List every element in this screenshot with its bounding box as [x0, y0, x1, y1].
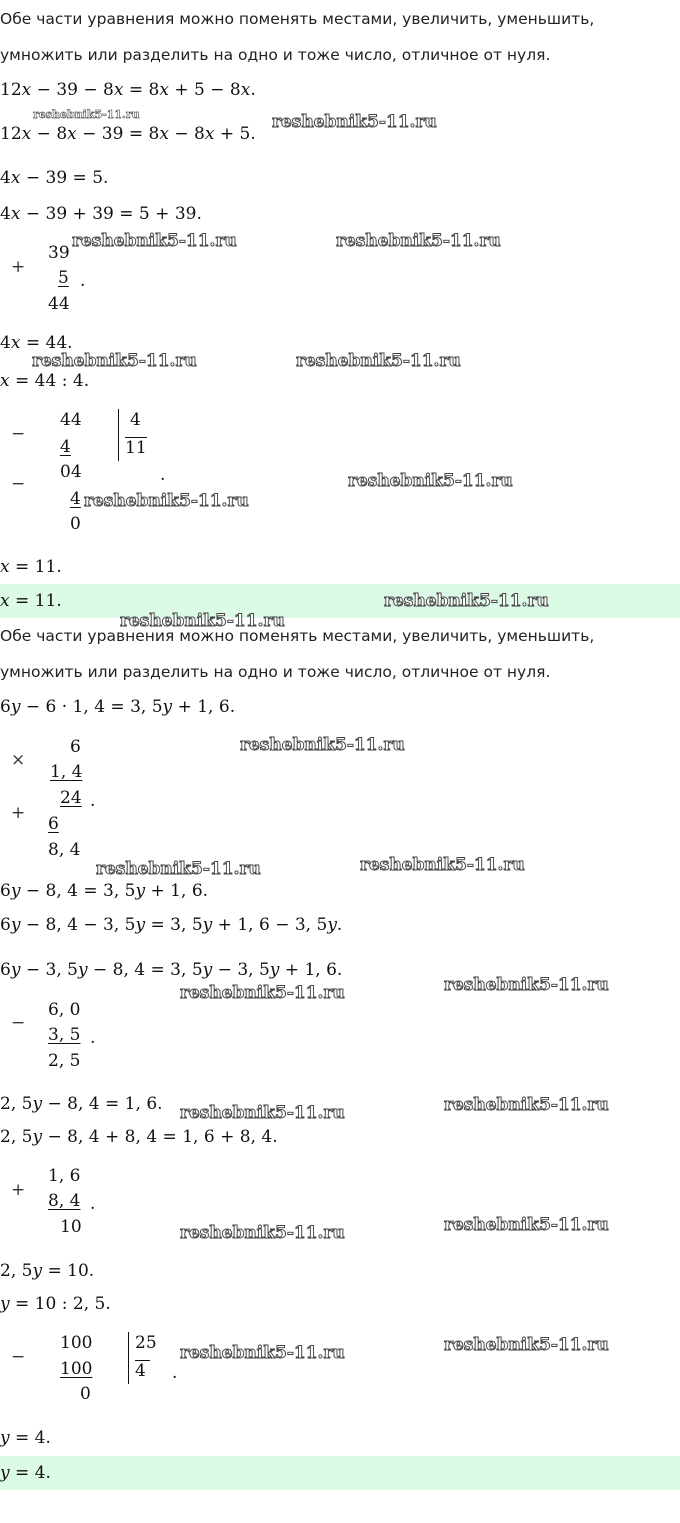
addend: 8, 4	[48, 1191, 81, 1211]
watermark: reshebnik5-11.ru	[384, 591, 549, 611]
times-sign: ×	[11, 750, 26, 770]
equation-step: 6y − 8, 4 = 3, 5y + 1, 6.	[0, 881, 209, 901]
period: .	[90, 1028, 96, 1048]
factor: 1, 4	[50, 762, 83, 782]
remainder: 0	[70, 514, 81, 534]
intro-text-line-2: умножить или разделить на одно и тоже число, отличное от нуля.	[0, 663, 551, 681]
quotient: 11	[125, 438, 147, 458]
watermark: reshebnik5-11.ru	[32, 351, 197, 371]
equation-step: 6y − 6 · 1, 4 = 3, 5y + 1, 6.	[0, 697, 236, 717]
watermark: reshebnik5-11.ru	[444, 975, 609, 995]
remainder: 04	[60, 462, 82, 482]
intro-text-line-2: умножить или разделить на одно и тоже число, отличное от нуля.	[0, 46, 551, 64]
watermark: reshebnik5-11.ru	[180, 1223, 345, 1243]
partial-product: 24	[60, 788, 82, 808]
watermark: reshebnik5-11.ru	[296, 351, 461, 371]
partial-product: 6	[48, 814, 59, 834]
answer-highlight	[0, 584, 680, 618]
period: .	[172, 1363, 178, 1383]
equation-step: y = 4.	[0, 1428, 51, 1448]
watermark: reshebnik5-11.ru	[360, 855, 525, 875]
remainder: 0	[80, 1384, 91, 1404]
equation-step: 4x = 44.	[0, 333, 73, 353]
addend: 39	[48, 243, 70, 263]
watermark: reshebnik5-11.ru	[180, 983, 345, 1003]
product: 8, 4	[48, 840, 81, 860]
watermark: reshebnik5-11.ru	[180, 1103, 345, 1123]
minus-sign: −	[11, 1013, 26, 1033]
equation-step: y = 10 : 2, 5.	[0, 1294, 111, 1314]
watermark: reshebnik5-11.ru	[72, 231, 237, 251]
minus-sign: −	[11, 474, 26, 494]
period: .	[160, 465, 166, 485]
watermark: reshebnik5-11.ru	[444, 1215, 609, 1235]
equation-step: 2, 5y = 10.	[0, 1261, 95, 1281]
equation-step: 12x − 8x − 39 = 8x − 8x + 5.	[0, 124, 256, 144]
watermark: reshebnik5-11.ru	[336, 231, 501, 251]
watermark: reshebnik5-11.ru	[348, 471, 513, 491]
watermark: reshebnik5-11.ru	[272, 112, 437, 132]
equation-step: 6y − 3, 5y − 8, 4 = 3, 5y − 3, 5y + 1, 6.	[0, 960, 343, 980]
subtrahend: 3, 5	[48, 1025, 81, 1045]
minuend: 6, 0	[48, 1000, 81, 1020]
equation-step: 2, 5y − 8, 4 = 1, 6.	[0, 1094, 163, 1114]
watermark: reshebnik5-11.ru	[33, 108, 140, 121]
plus-sign: +	[11, 1180, 26, 1200]
intro-text-line-1: Обе части уравнения можно поменять местами, увеличить, уменьшить,	[0, 627, 595, 645]
sum: 10	[60, 1217, 82, 1237]
division-bar	[118, 409, 119, 461]
answer-highlight	[0, 1456, 680, 1490]
minus-sign: −	[11, 1347, 26, 1367]
watermark: reshebnik5-11.ru	[180, 1343, 345, 1363]
sum: 44	[48, 294, 70, 314]
dividend: 44	[60, 410, 82, 430]
dividend: 100	[60, 1333, 93, 1353]
subtrahend: 4	[70, 489, 81, 509]
answer: x = 11.	[0, 591, 62, 611]
divisor: 25	[135, 1333, 157, 1353]
watermark: reshebnik5-11.ru	[84, 491, 249, 511]
equation-step: 4x − 39 = 5.	[0, 168, 109, 188]
subtrahend: 100	[60, 1359, 93, 1379]
divisor: 4	[130, 410, 141, 430]
minus-sign: −	[11, 424, 26, 444]
addend: 1, 6	[48, 1166, 81, 1186]
watermark: reshebnik5-11.ru	[240, 735, 405, 755]
period: .	[80, 271, 86, 291]
equation-step: x = 44 : 4.	[0, 371, 90, 391]
answer: y = 4.	[0, 1463, 51, 1483]
equation-step: x = 11.	[0, 557, 62, 577]
difference: 2, 5	[48, 1051, 81, 1071]
division-bar	[128, 1332, 129, 1384]
addend: 5	[58, 268, 69, 288]
period: .	[90, 1194, 96, 1214]
plus-sign: +	[11, 257, 26, 277]
equation-step: 12x − 39 − 8x = 8x + 5 − 8x.	[0, 80, 256, 100]
equation-step: 2, 5y − 8, 4 + 8, 4 = 1, 6 + 8, 4.	[0, 1127, 278, 1147]
intro-text-line-1: Обе части уравнения можно поменять местами, увеличить, уменьшить,	[0, 10, 595, 28]
factor: 6	[70, 737, 81, 757]
period: .	[90, 791, 96, 811]
equation-step: 6y − 8, 4 − 3, 5y = 3, 5y + 1, 6 − 3, 5y.	[0, 915, 343, 935]
watermark: reshebnik5-11.ru	[444, 1095, 609, 1115]
quotient: 4	[135, 1360, 150, 1381]
watermark: reshebnik5-11.ru	[444, 1335, 609, 1355]
plus-sign: +	[11, 803, 26, 823]
subtrahend: 4	[60, 437, 71, 457]
equation-step: 4x − 39 + 39 = 5 + 39.	[0, 204, 202, 224]
watermark: reshebnik5-11.ru	[96, 859, 261, 879]
watermark: reshebnik5-11.ru	[120, 611, 285, 631]
